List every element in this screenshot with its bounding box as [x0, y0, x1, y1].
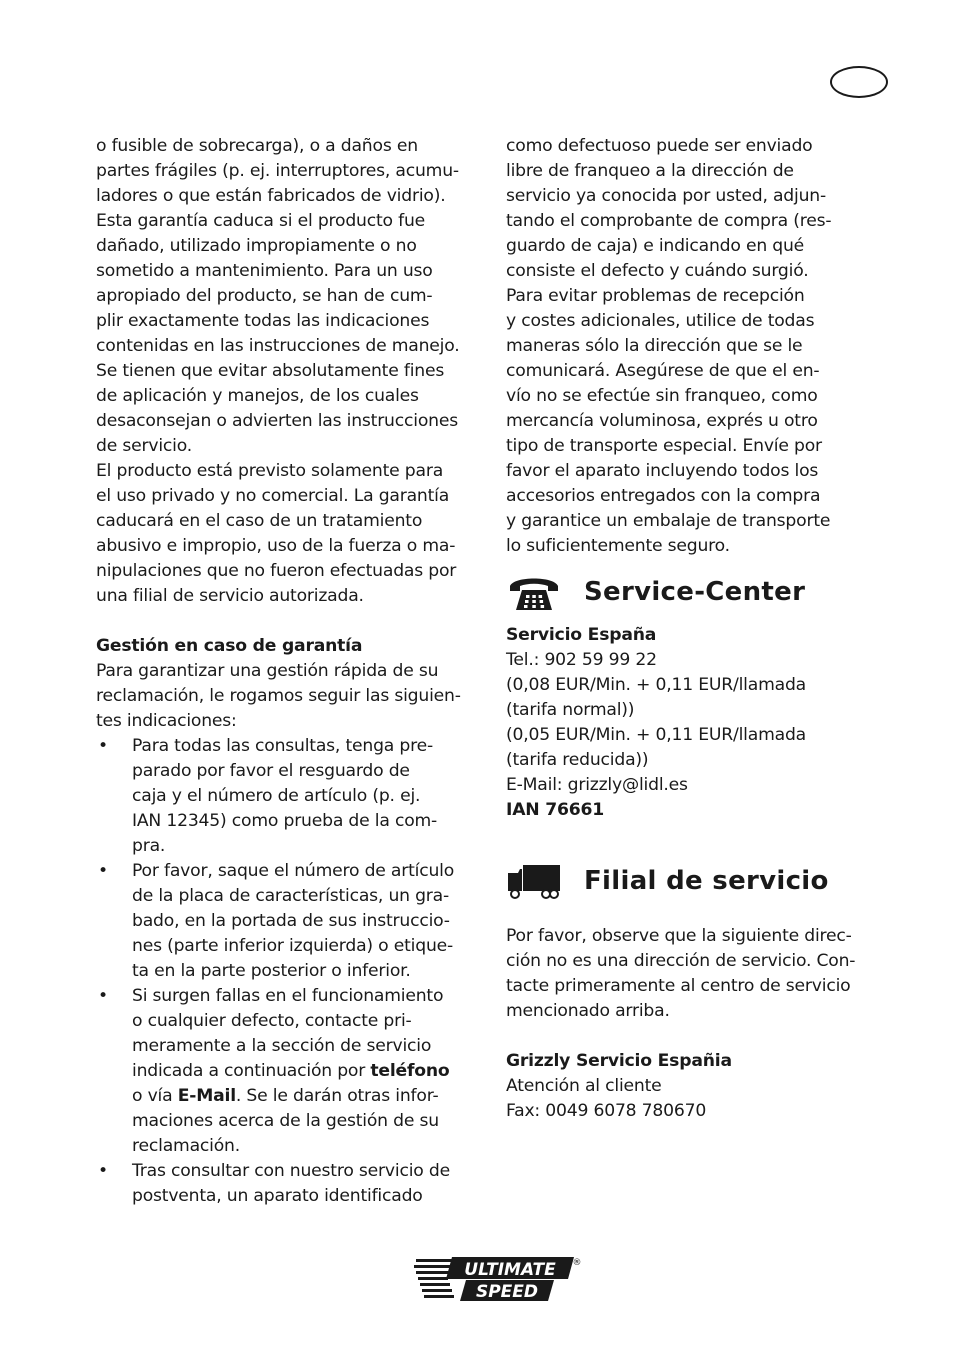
text-line: comunicará. Asegúrese de que el en-: [506, 361, 820, 381]
text-line: tacte primeramente al centro de servicio: [506, 976, 851, 996]
text-line: reclamación, le rogamos seguir las siguien-: [96, 686, 461, 706]
list-item: [96, 984, 488, 1159]
text-line: maciones acerca de la gestión de su: [132, 1111, 439, 1131]
warranty-steps-list: [96, 734, 488, 1209]
text-line: mencionado arriba.: [506, 1001, 670, 1021]
spacer: [506, 823, 898, 848]
text-line: de la placa de características, un gra-: [132, 886, 450, 906]
bullet-icon: •: [98, 1161, 108, 1181]
text-line: como defectuoso puede ser enviado: [506, 136, 813, 156]
spacer: [96, 609, 488, 634]
text-line: Si surgen fallas en el funcionamiento: [132, 986, 444, 1006]
filial-note: [506, 924, 898, 1024]
service-center-heading: [506, 567, 898, 617]
text-span: . Se le darán otras infor-: [235, 1086, 439, 1106]
text-line: una filial de servicio autorizada.: [96, 586, 364, 606]
rate-normal-note: (tarifa normal)): [506, 700, 635, 720]
warranty-terms-paragraph: [96, 134, 488, 459]
list-item: [96, 734, 488, 859]
text-line: caducará en el caso de un tratamiento: [96, 511, 423, 531]
rate-reduced-note: (tarifa reducida)): [506, 750, 649, 770]
text-line: abusivo e impropio, uso de la fuerza o ma-: [96, 536, 456, 556]
text-line: IAN 12345) como prueba de la com-: [132, 811, 438, 831]
text-line: ta en la parte posterior o inferior.: [132, 961, 411, 981]
filial-name: Grizzly Servicio Españia: [506, 1051, 732, 1071]
text-line: o cualquier defecto, contacte pri-: [132, 1011, 412, 1031]
rate-normal: (0,08 EUR/Min. + 0,11 EUR/llamada: [506, 675, 807, 695]
text-line: ladores o que están fabricados de vidrio).: [96, 186, 446, 206]
filial-title: Filial de servicio: [584, 865, 829, 896]
text-line: El producto está previsto solamente para: [96, 461, 444, 481]
text-line: Esta garantía caduca si el producto fue: [96, 211, 426, 231]
bullet-icon: •: [98, 861, 108, 881]
text-line: nipulaciones que no fueron efectuadas por: [96, 561, 457, 581]
text-line: o fusible de sobrecarga), o a daños en: [96, 136, 418, 156]
text-line: lo suficientemente seguro.: [506, 536, 730, 556]
service-center-title: Service-Center: [584, 576, 806, 607]
ian-number: IAN 76661: [506, 800, 605, 820]
text-line: maneras sólo la dirección que se le: [506, 336, 803, 356]
service-center-contact: [506, 623, 898, 823]
text-line: favor el aparato incluyendo todos los: [506, 461, 819, 481]
text-line: desaconsejan o advierten las instrucciones: [96, 411, 458, 431]
bullet-icon: •: [98, 736, 108, 756]
list-item: [96, 859, 488, 984]
text-line: mercancía voluminosa, exprés u otro: [506, 411, 818, 431]
text-line: caja y el número de artículo (p. ej.: [132, 786, 421, 806]
text-line: de aplicación y manejos, de los cuales: [96, 386, 419, 406]
text-span: indicada a continuación por: [132, 1061, 371, 1081]
text-line: apropiado del producto, se han de cum-: [96, 286, 433, 306]
logo-word-ultimate: ULTIMATE: [464, 1260, 556, 1280]
text-line: Tras consultar con nuestro servicio de: [132, 1161, 450, 1181]
text-line: plir exactamente todas las indicaciones: [96, 311, 430, 331]
text-line: el uso privado y no comercial. La garantía: [96, 486, 450, 506]
bullet-icon: •: [98, 986, 108, 1006]
text-line: consiste el defecto y cuándo surgió.: [506, 261, 809, 281]
warranty-intro: [96, 659, 488, 734]
logo-word-speed: SPEED: [475, 1282, 539, 1302]
text-line: Para evitar problemas de recepción: [506, 286, 805, 306]
list-item: [96, 1159, 488, 1209]
text-line: sometido a mantenimiento. Para un uso: [96, 261, 433, 281]
telephone-icon: [506, 572, 562, 612]
text-line: nes (parte inferior izquierda) o etique-: [132, 936, 454, 956]
email-keyword: E-Mail: [177, 1086, 236, 1106]
text-line: reclamación.: [132, 1136, 240, 1156]
text-line: servicio ya conocida por usted, adjun-: [506, 186, 826, 206]
text-line: dañado, utilizado impropiamente o no: [96, 236, 417, 256]
service-name: Servicio España: [506, 625, 657, 645]
text-line: pra.: [132, 836, 166, 856]
right-column: [506, 134, 898, 1124]
text-line: [132, 1084, 488, 1109]
text-line: ción no es una dirección de servicio. Con-: [506, 951, 856, 971]
text-line: partes frágiles (p. ej. interruptores, acumu-: [96, 161, 459, 181]
registered-mark: ®: [572, 1258, 582, 1268]
filial-heading: [506, 856, 898, 906]
text-line: tipo de transporte especial. Envíe por: [506, 436, 822, 456]
warranty-procedure-heading: Gestión en caso de garantía: [96, 636, 363, 656]
text-line: de servicio.: [96, 436, 192, 456]
language-badge: [830, 66, 888, 98]
text-line: tes indicaciones:: [96, 711, 237, 731]
text-line: Para garantizar una gestión rápida de su: [96, 661, 439, 681]
text-line: y garantice un embalaje de transporte: [506, 511, 831, 531]
text-line: meramente a la sección de servicio: [132, 1036, 432, 1056]
text-span: o vía: [132, 1086, 178, 1106]
text-line: libre de franqueo a la dirección de: [506, 161, 794, 181]
fax-number: Fax: 0049 6078 780670: [506, 1101, 707, 1121]
phone-keyword: teléfono: [370, 1061, 450, 1081]
text-line: y costes adicionales, utilice de todas: [506, 311, 815, 331]
text-line: contenidas en las instrucciones de manejo.: [96, 336, 460, 356]
text-line: vío no se efectúe sin franqueo, como: [506, 386, 818, 406]
email-address: E-Mail: grizzly@lidl.es: [506, 775, 688, 795]
rate-reduced: (0,05 EUR/Min. + 0,11 EUR/llamada: [506, 725, 807, 745]
filial-contact: [506, 1049, 898, 1124]
left-column: [96, 134, 488, 1209]
text-line: tando el comprobante de compra (res-: [506, 211, 832, 231]
text-line: Por favor, saque el número de artículo: [132, 861, 455, 881]
text-line: accesorios entregados con la compra: [506, 486, 821, 506]
text-line: [132, 1059, 488, 1084]
text-line: guardo de caja) e indicando en qué: [506, 236, 805, 256]
text-line: bado, en la portada de sus instruccio-: [132, 911, 450, 931]
text-line: parado por favor el resguardo de: [132, 761, 410, 781]
text-line: Se tienen que evitar absolutamente fines: [96, 361, 445, 381]
phone-number: Tel.: 902 59 99 22: [506, 650, 657, 670]
spacer: [506, 1024, 898, 1049]
text-line: Para todas las consultas, tenga pre-: [132, 736, 433, 756]
spacer: [506, 912, 898, 924]
private-use-paragraph: [96, 459, 488, 609]
text-line: Por favor, observe que la siguiente direc-: [506, 926, 852, 946]
truck-icon: [506, 861, 562, 901]
ultimate-speed-logo: [414, 1253, 580, 1305]
customer-attention: Atención al cliente: [506, 1076, 662, 1096]
shipping-paragraph: [506, 134, 898, 559]
text-line: postventa, un aparato identificado: [132, 1186, 423, 1206]
